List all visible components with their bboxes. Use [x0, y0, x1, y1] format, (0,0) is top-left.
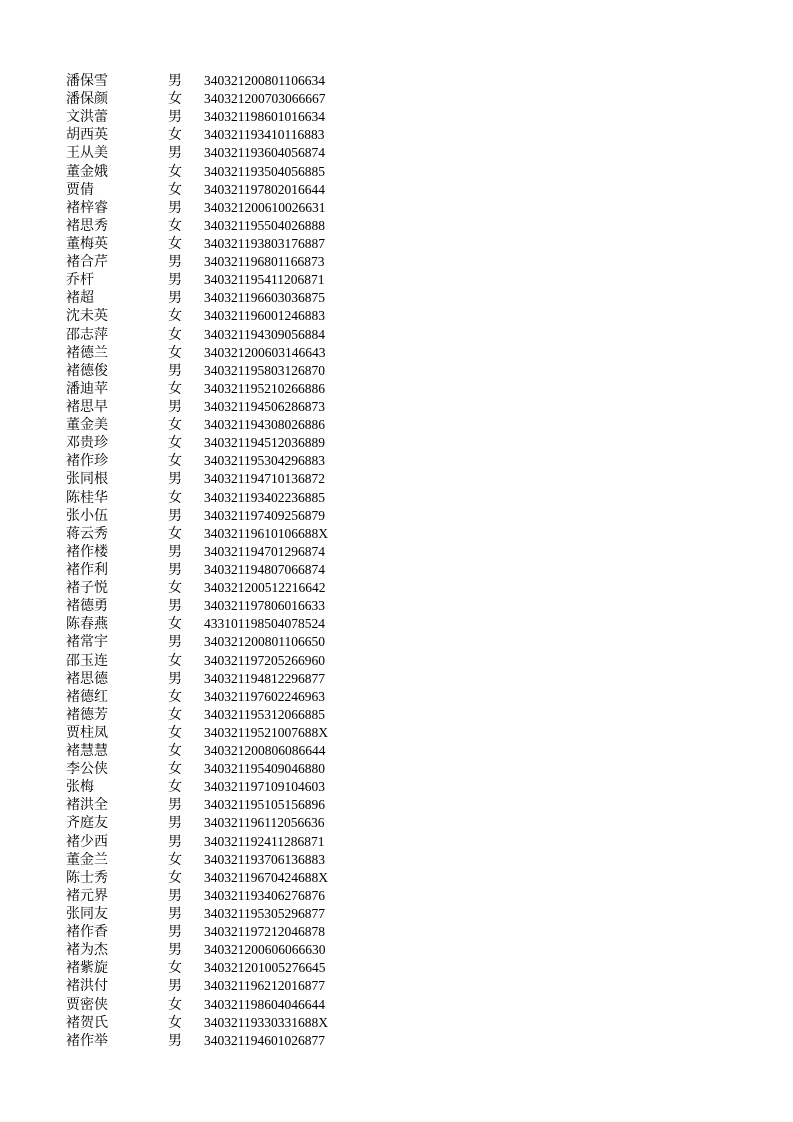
id-number-cell: 340321194807066874: [204, 561, 325, 577]
name-cell: 董梅英: [66, 235, 108, 252]
id-number-cell: 340321195411206871: [204, 272, 325, 288]
gender-cell: 女: [168, 743, 182, 760]
gender-cell: 男: [168, 906, 182, 923]
id-number-cell: 340321194512036889: [204, 435, 325, 451]
gender-cell: 女: [168, 181, 182, 198]
name-cell: 潘迪苹: [66, 380, 108, 397]
table-row: [66, 670, 366, 688]
name-cell: 陈士秀: [66, 869, 108, 886]
gender-cell: 男: [168, 543, 182, 560]
gender-cell: 女: [168, 235, 182, 252]
gender-cell: 女: [168, 851, 182, 868]
gender-cell: 男: [168, 507, 182, 524]
name-cell: 褚作香: [66, 924, 108, 941]
gender-cell: 男: [168, 398, 182, 415]
name-cell: 王从美: [66, 145, 108, 162]
id-number-cell: 340321200703066667: [204, 91, 326, 107]
name-cell: 褚德勇: [66, 598, 108, 615]
gender-cell: 女: [168, 525, 182, 542]
table-row: [66, 416, 366, 434]
name-cell: 褚慧慧: [66, 743, 108, 760]
id-number-cell: 340321200512216642: [204, 580, 326, 596]
name-cell: 褚思德: [66, 670, 108, 687]
id-number-cell: 340321196212016877: [204, 978, 325, 994]
name-cell: 胡西英: [66, 127, 108, 144]
name-cell: 蒋云秀: [66, 525, 108, 542]
name-cell: 褚德兰: [66, 344, 108, 361]
table-row: [66, 905, 366, 923]
gender-cell: 女: [168, 326, 182, 343]
gender-cell: 男: [168, 634, 182, 651]
id-number-cell: 34032119610106688X: [204, 525, 328, 541]
table-row: [66, 996, 366, 1014]
gender-cell: 女: [168, 91, 182, 108]
id-number-cell: 340321197409256879: [204, 507, 325, 523]
id-number-cell: 340321198601016634: [204, 109, 325, 125]
table-row: [66, 90, 366, 108]
table-row: [66, 851, 366, 869]
name-cell: 齐庭友: [66, 815, 108, 832]
table-row: [66, 126, 366, 144]
name-cell: 褚洪付: [66, 978, 108, 995]
id-number-cell: 340321196112056636: [204, 815, 325, 831]
name-cell: 邵志萍: [66, 326, 108, 343]
gender-cell: 男: [168, 924, 182, 941]
id-number-cell: 340321197205266960: [204, 652, 325, 668]
table-row: [66, 869, 366, 887]
id-number-cell: 340321196001246883: [204, 308, 325, 324]
name-cell: 李公侠: [66, 761, 108, 778]
gender-cell: 女: [168, 616, 182, 633]
name-cell: 张同友: [66, 906, 108, 923]
name-cell: 董金娥: [66, 163, 108, 180]
id-number-cell: 340321193504056885: [204, 163, 325, 179]
name-cell: 董金美: [66, 417, 108, 434]
id-number-cell: 340321195504026888: [204, 217, 325, 233]
name-cell: 褚作举: [66, 1032, 108, 1049]
gender-cell: 女: [168, 869, 182, 886]
gender-cell: 男: [168, 978, 182, 995]
name-cell: 贾柱凤: [66, 724, 108, 741]
gender-cell: 男: [168, 561, 182, 578]
name-cell: 潘保雪: [66, 73, 108, 89]
table-row: [66, 814, 366, 832]
name-cell: 褚洪全: [66, 797, 108, 814]
table-row: [66, 543, 366, 561]
name-cell: 褚思秀: [66, 217, 108, 234]
name-cell: 褚少西: [66, 833, 108, 850]
name-cell: 褚常宇: [66, 634, 108, 651]
id-number-cell: 340321193604056874: [204, 145, 325, 161]
name-cell: 陈桂华: [66, 489, 108, 506]
gender-cell: 女: [168, 127, 182, 144]
gender-cell: 男: [168, 109, 182, 126]
table-row: [66, 434, 366, 452]
table-row: [66, 923, 366, 941]
id-number-cell: 340321195803126870: [204, 362, 325, 378]
gender-cell: 男: [168, 598, 182, 615]
gender-cell: 女: [168, 380, 182, 397]
name-cell: 褚德芳: [66, 706, 108, 723]
id-number-cell: 340321195105156896: [204, 797, 325, 813]
id-number-cell: 340321194601026877: [204, 1032, 325, 1048]
table-row: [66, 959, 366, 977]
table-row: [66, 525, 366, 543]
table-row: [66, 398, 366, 416]
gender-cell: 女: [168, 344, 182, 361]
table-row: [66, 380, 366, 398]
name-cell: 张同根: [66, 471, 108, 488]
id-number-cell: 34032119521007688X: [204, 724, 328, 740]
id-number-cell: 340321201005276645: [204, 960, 326, 976]
id-number-cell: 340321193410116883: [204, 127, 325, 143]
table-row: [66, 199, 366, 217]
id-number-cell: 340321194710136872: [204, 471, 325, 487]
gender-cell: 男: [168, 471, 182, 488]
gender-cell: 女: [168, 996, 182, 1013]
table-row: [66, 489, 366, 507]
table-row: [66, 271, 366, 289]
gender-cell: 女: [168, 1014, 182, 1031]
id-number-cell: 340321197212046878: [204, 924, 325, 940]
name-cell: 褚紫旋: [66, 960, 108, 977]
table-row: [66, 1032, 366, 1050]
id-number-cell: 34032119330331688X: [204, 1014, 328, 1030]
id-number-cell: 340321195409046880: [204, 761, 325, 777]
name-cell: 邵玉连: [66, 652, 108, 669]
id-number-cell: 340321200806086644: [204, 743, 326, 759]
gender-cell: 男: [168, 199, 182, 216]
gender-cell: 男: [168, 942, 182, 959]
id-number-cell: 340321192411286871: [204, 833, 325, 849]
gender-cell: 男: [168, 73, 182, 89]
name-cell: 潘保颜: [66, 91, 108, 108]
id-number-cell: 340321193402236885: [204, 489, 325, 505]
gender-cell: 女: [168, 580, 182, 597]
table-row: [66, 235, 366, 253]
id-number-cell: 340321197802016644: [204, 181, 325, 197]
table-row: [66, 108, 366, 126]
table-row: [66, 597, 366, 615]
gender-cell: 男: [168, 272, 182, 289]
name-cell: 褚作楼: [66, 543, 108, 560]
id-number-cell: 340321195304296883: [204, 453, 325, 469]
table-row: [66, 724, 366, 742]
gender-cell: 女: [168, 435, 182, 452]
table-row: [66, 561, 366, 579]
table-row: [66, 344, 366, 362]
name-cell: 贾倩: [66, 181, 94, 198]
id-number-cell: 340321200603146643: [204, 344, 326, 360]
id-number-cell: 340321200610026631: [204, 199, 326, 215]
gender-cell: 女: [168, 308, 182, 325]
table-row: [66, 579, 366, 597]
id-number-cell: 340321194506286873: [204, 398, 325, 414]
gender-cell: 男: [168, 362, 182, 379]
id-number-cell: 340321197806016633: [204, 598, 325, 614]
id-number-cell: 340321195305296877: [204, 906, 325, 922]
id-number-cell: 340321193406276876: [204, 887, 325, 903]
table-row: [66, 778, 366, 796]
id-number-cell: 340321195210266886: [204, 380, 325, 396]
gender-cell: 女: [168, 417, 182, 434]
gender-cell: 女: [168, 652, 182, 669]
name-cell: 褚作珍: [66, 453, 108, 470]
name-cell: 褚思早: [66, 398, 108, 415]
table-row: [66, 181, 366, 199]
name-cell: 贾密侠: [66, 996, 108, 1013]
name-cell: 邓贵珍: [66, 435, 108, 452]
id-number-cell: 340321198604046644: [204, 996, 325, 1012]
table-row: [66, 796, 366, 814]
id-number-cell: 340321200606066630: [204, 942, 326, 958]
table-row: [66, 615, 366, 633]
gender-cell: 男: [168, 797, 182, 814]
name-cell: 褚德俊: [66, 362, 108, 379]
name-cell: 褚德红: [66, 688, 108, 705]
name-cell: 沈未英: [66, 308, 108, 325]
table-row: [66, 977, 366, 995]
record-table: [66, 72, 366, 1050]
id-number-cell: 433101198504078524: [204, 616, 325, 632]
name-cell: 褚超: [66, 290, 94, 307]
id-number-cell: 340321194308026886: [204, 417, 325, 433]
table-row: [66, 688, 366, 706]
id-number-cell: 340321197602246963: [204, 688, 325, 704]
table-row: [66, 833, 366, 851]
gender-cell: 女: [168, 724, 182, 741]
name-cell: 董金兰: [66, 851, 108, 868]
id-number-cell: 340321196603036875: [204, 290, 325, 306]
id-number-cell: 340321194701296874: [204, 543, 325, 559]
id-number-cell: 340321193706136883: [204, 851, 325, 867]
table-row: [66, 452, 366, 470]
gender-cell: 女: [168, 761, 182, 778]
name-cell: 褚作利: [66, 561, 108, 578]
gender-cell: 男: [168, 254, 182, 271]
gender-cell: 男: [168, 145, 182, 162]
name-cell: 褚梓睿: [66, 199, 108, 216]
name-cell: 张梅: [66, 779, 94, 796]
id-number-cell: 340321194812296877: [204, 670, 325, 686]
id-number-cell: 340321200801106634: [204, 73, 325, 88]
name-cell: 褚子悦: [66, 580, 108, 597]
table-row: [66, 163, 366, 181]
gender-cell: 女: [168, 779, 182, 796]
gender-cell: 女: [168, 489, 182, 506]
gender-cell: 男: [168, 887, 182, 904]
gender-cell: 女: [168, 960, 182, 977]
gender-cell: 女: [168, 453, 182, 470]
table-row: [66, 72, 366, 90]
name-cell: 张小伍: [66, 507, 108, 524]
table-row: [66, 742, 366, 760]
table-row: [66, 706, 366, 724]
table-row: [66, 362, 366, 380]
table-row: [66, 217, 366, 235]
table-row: [66, 1014, 366, 1032]
name-cell: 陈春燕: [66, 616, 108, 633]
id-number-cell: 340321200801106650: [204, 634, 325, 650]
table-row: [66, 144, 366, 162]
name-cell: 褚元界: [66, 887, 108, 904]
table-row: [66, 470, 366, 488]
gender-cell: 男: [168, 1032, 182, 1049]
gender-cell: 男: [168, 815, 182, 832]
table-row: [66, 633, 366, 651]
gender-cell: 女: [168, 217, 182, 234]
table-row: [66, 941, 366, 959]
id-number-cell: 340321197109104603: [204, 779, 325, 795]
id-number-cell: 340321194309056884: [204, 326, 325, 342]
table-row: [66, 326, 366, 344]
gender-cell: 男: [168, 833, 182, 850]
table-row: [66, 652, 366, 670]
name-cell: 褚贺氏: [66, 1014, 108, 1031]
name-cell: 褚合芹: [66, 254, 108, 271]
gender-cell: 男: [168, 290, 182, 307]
gender-cell: 男: [168, 670, 182, 687]
name-cell: 乔杆: [66, 272, 94, 289]
name-cell: 文洪蕾: [66, 109, 108, 126]
table-row: [66, 289, 366, 307]
table-row: [66, 507, 366, 525]
name-cell: 褚为杰: [66, 942, 108, 959]
gender-cell: 女: [168, 688, 182, 705]
table-row: [66, 760, 366, 778]
table-row: [66, 887, 366, 905]
table-row: [66, 307, 366, 325]
table-row: [66, 253, 366, 271]
id-number-cell: 340321195312066885: [204, 706, 325, 722]
id-number-cell: 340321193803176887: [204, 235, 325, 251]
id-number-cell: 34032119670424688X: [204, 869, 328, 885]
gender-cell: 女: [168, 163, 182, 180]
gender-cell: 女: [168, 706, 182, 723]
id-number-cell: 340321196801166873: [204, 254, 325, 270]
